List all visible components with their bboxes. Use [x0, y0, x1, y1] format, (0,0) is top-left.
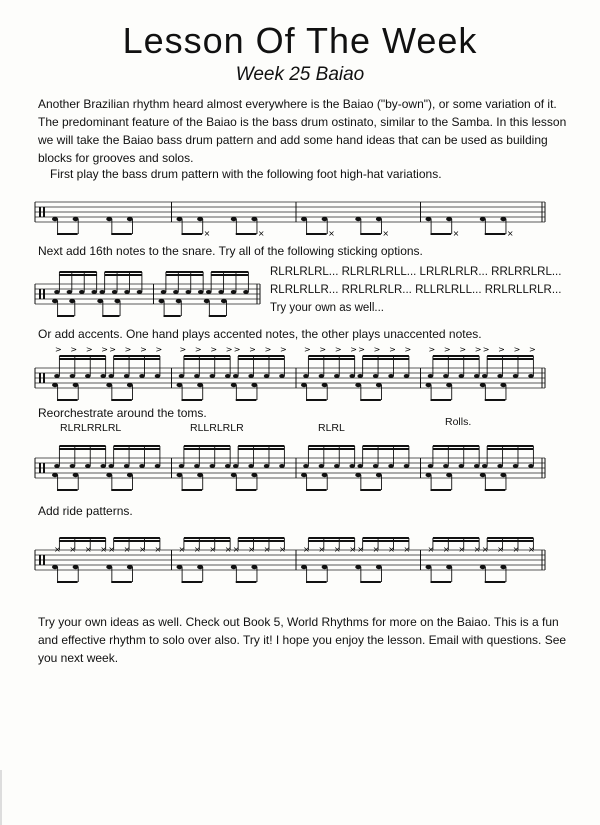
foot-hihat-x: ×: [203, 229, 211, 238]
foot-hihat-x: ×: [452, 229, 460, 238]
bass-drum-note: [355, 217, 361, 221]
ride-x-note: ×: [123, 545, 131, 554]
ride-x-note: ×: [303, 545, 310, 554]
bass-drum-note: [480, 473, 486, 477]
notation-staff-ride: [35, 516, 555, 594]
ride-x-note: ×: [69, 545, 77, 554]
section-heading-snare-16ths: Next add 16th notes to the snare. Try all of the following sticking options.: [38, 244, 423, 258]
bass-drum-note: [197, 473, 203, 477]
bass-drum-note: [426, 473, 432, 477]
ride-x-note: ×: [442, 545, 450, 554]
accent-mark: >: [304, 345, 311, 354]
bass-drum-note: [52, 565, 58, 569]
accent-mark: >: [428, 345, 436, 354]
bass-drum-note: [376, 383, 382, 387]
ride-x-note: ×: [279, 545, 286, 554]
bass-drum-note: [73, 473, 79, 477]
sticking-options-row-1: RLRLRLRL... RLRLRLRLL... LRLRLRLR... RRLRRLRL...: [270, 266, 562, 278]
accent-mark: >: [513, 345, 521, 354]
percussion-clef: [43, 289, 45, 299]
bass-drum-note: [52, 383, 58, 387]
foot-hihat-x: ×: [328, 229, 335, 238]
accent-mark: >: [498, 345, 505, 354]
ride-x-note: ×: [248, 545, 255, 554]
bass-drum-note: [127, 383, 133, 387]
accent-mark: >: [334, 345, 342, 354]
accent-mark: >: [350, 345, 357, 354]
percussion-clef: [43, 463, 45, 473]
accent-mark: >: [55, 345, 62, 354]
bass-drum-note: [197, 383, 203, 387]
accent-mark: >: [474, 345, 482, 354]
closing-paragraph: Try your own ideas as well. Check out Book 5, World Rhythms for more on the Baiao. This is a fun and effective rhythm to solo over also. Try it! I hope you enjoy the lesson. Email with questions. See you next week.: [38, 615, 567, 665]
bass-drum-note: [177, 383, 183, 387]
intro-paragraph: Another Brazilian rhythm heard almost everywhere is the Baiao ("by-own"), or some variation of it. The predominant feature of the Baiao is the bass drum ostinato, similar to the Samba. In this lesson we will take the Baiao bass drum pattern and add some hand ideas that can be used as building blocks for grooves and solos.: [38, 97, 567, 165]
bass-drum-note: [177, 217, 183, 221]
bass-drum-note: [127, 217, 133, 221]
bass-drum-note: [446, 565, 452, 569]
ride-x-note: ×: [388, 545, 395, 554]
accent-mark: >: [358, 345, 365, 354]
bass-drum-note: [426, 383, 432, 387]
bass-drum-note: [301, 383, 307, 387]
accent-mark: >: [109, 345, 116, 354]
percussion-clef: [39, 289, 41, 299]
ride-x-note: ×: [224, 545, 232, 554]
bass-drum-note: [355, 383, 361, 387]
ride-x-note: ×: [481, 545, 489, 554]
bass-drum-note: [97, 299, 103, 303]
ride-x-note: ×: [473, 545, 481, 554]
bass-drum-note: [106, 473, 112, 477]
bass-drum-note: [221, 299, 227, 303]
bass-drum-note: [251, 217, 257, 221]
bass-drum-note: [376, 565, 382, 569]
bass-drum-note: [322, 565, 328, 569]
bass-drum-note: [446, 383, 452, 387]
ride-x-note: ×: [154, 545, 162, 554]
ride-x-note: ×: [100, 545, 107, 554]
ride-x-note: ×: [84, 545, 92, 554]
page-subtitle: Week 25 Baiao: [235, 64, 365, 85]
percussion-clef: [39, 463, 41, 473]
bass-drum-note: [301, 565, 307, 569]
notation-staff-snare-16ths: [35, 262, 265, 314]
section-heading-accents: Or add accents. One hand plays accented notes, the other plays unaccented notes.: [38, 327, 482, 341]
percussion-clef: [43, 555, 45, 565]
bass-drum-note: [231, 217, 237, 221]
bass-drum-note: [106, 383, 112, 387]
accent-mark: >: [140, 345, 147, 354]
accent-mark: >: [373, 345, 381, 354]
ride-x-note: ×: [427, 545, 435, 554]
bass-drum-note: [251, 473, 257, 477]
bass-drum-note: [446, 217, 452, 221]
bass-drum-note: [204, 299, 210, 303]
accent-mark: >: [529, 345, 536, 354]
bass-drum-note: [127, 473, 133, 477]
bass-drum-note: [301, 473, 307, 477]
scan-edge-mark: [0, 770, 2, 825]
accent-mark: >: [459, 345, 467, 354]
tom-sticking-3: RLRL: [318, 422, 345, 434]
percussion-clef: [39, 555, 41, 565]
percussion-clef: [43, 207, 45, 217]
accent-mark: >: [101, 345, 108, 354]
bass-drum-note: [73, 383, 79, 387]
accent-mark: >: [389, 345, 396, 354]
percussion-clef: [43, 373, 45, 383]
accent-mark: >: [233, 345, 241, 354]
bass-drum-note: [355, 565, 361, 569]
section-heading-ride: Add ride patterns.: [38, 504, 133, 518]
rolls-label: Rolls.: [445, 416, 472, 428]
page-title: Lesson Of The Week: [122, 20, 478, 61]
accent-mark: >: [249, 345, 256, 354]
bass-drum-note: [500, 565, 506, 569]
bass-drum-note: [500, 217, 506, 221]
ride-x-note: ×: [193, 545, 201, 554]
bass-drum-note: [69, 299, 75, 303]
ride-x-note: ×: [349, 545, 356, 554]
accent-mark: >: [179, 345, 187, 354]
ride-x-note: ×: [528, 545, 535, 554]
bass-drum-note: [500, 473, 506, 477]
bass-drum-note: [480, 383, 486, 387]
bass-drum-note: [480, 217, 486, 221]
ride-x-note: ×: [54, 545, 61, 554]
bass-drum-note: [106, 565, 112, 569]
bass-drum-note: [301, 217, 307, 221]
bass-drum-note: [322, 473, 328, 477]
foot-hihat-x: ×: [506, 229, 514, 238]
bass-drum-note: [426, 565, 432, 569]
bass-drum-note: [251, 565, 257, 569]
accent-mark: >: [404, 345, 412, 354]
tom-sticking-1: RLRLRRLRL: [60, 422, 122, 434]
accent-mark: >: [280, 345, 287, 354]
section-heading-toms: Reorchestrate around the toms.: [38, 406, 207, 420]
notation-staff-bass-drum: [35, 182, 555, 240]
accent-mark: >: [319, 345, 327, 354]
bass-drum-note: [114, 299, 120, 303]
bass-drum-note: [231, 383, 237, 387]
ride-x-note: ×: [512, 545, 520, 554]
bass-drum-note: [322, 217, 328, 221]
bass-drum-note: [426, 217, 432, 221]
sticking-options-row-2: RLRLRLLR... RRLRLRLR... RLLRLRLL... RRLRLLRLR...: [270, 284, 562, 296]
ride-x-note: ×: [458, 545, 466, 554]
ride-x-note: ×: [108, 545, 115, 554]
bass-drum-note: [127, 565, 133, 569]
bass-drum-note: [52, 217, 58, 221]
bass-drum-note: [159, 299, 165, 303]
bass-drum-note: [322, 383, 328, 387]
bass-drum-note: [231, 565, 237, 569]
bass-drum-note: [176, 299, 182, 303]
ride-x-note: ×: [372, 545, 380, 554]
ride-x-note: ×: [357, 545, 364, 554]
bass-drum-note: [177, 565, 183, 569]
accent-mark: >: [85, 345, 93, 354]
bass-drum-note: [251, 383, 257, 387]
ride-x-note: ×: [497, 545, 504, 554]
section-heading-foot-hihat: First play the bass drum pattern with the following foot high-hat variations.: [50, 167, 442, 181]
bass-drum-note: [480, 565, 486, 569]
bass-drum-note: [73, 565, 79, 569]
bass-drum-note: [106, 217, 112, 221]
notation-staff-toms: [35, 432, 555, 502]
accent-mark: >: [482, 345, 490, 354]
bass-drum-note: [376, 473, 382, 477]
accent-mark: >: [264, 345, 272, 354]
ride-x-note: ×: [232, 545, 240, 554]
accent-mark: >: [210, 345, 218, 354]
ride-x-note: ×: [318, 545, 326, 554]
accent-mark: >: [443, 345, 451, 354]
accent-mark: >: [155, 345, 163, 354]
ride-x-note: ×: [209, 545, 217, 554]
bass-drum-note: [376, 217, 382, 221]
accent-mark: >: [124, 345, 132, 354]
tom-sticking-2: RLLRLRLR: [190, 422, 244, 434]
bass-drum-note: [446, 473, 452, 477]
foot-hihat-x: ×: [257, 229, 265, 238]
bass-drum-note: [52, 299, 58, 303]
accent-mark: >: [70, 345, 78, 354]
bass-drum-note: [73, 217, 79, 221]
try-your-own-note: Try your own as well...: [270, 302, 384, 314]
ride-x-note: ×: [139, 545, 146, 554]
notation-staff-accents: [35, 344, 555, 404]
accent-mark: >: [194, 345, 202, 354]
foot-hihat-x: ×: [382, 229, 390, 238]
percussion-clef: [39, 207, 41, 217]
percussion-clef: [39, 373, 41, 383]
accent-mark: >: [225, 345, 233, 354]
ride-x-note: ×: [178, 545, 186, 554]
bass-drum-note: [500, 383, 506, 387]
bass-drum-note: [197, 565, 203, 569]
ride-x-note: ×: [403, 545, 411, 554]
bass-drum-note: [355, 473, 361, 477]
ride-x-note: ×: [263, 545, 271, 554]
bass-drum-note: [231, 473, 237, 477]
bass-drum-note: [52, 473, 58, 477]
bass-drum-note: [197, 217, 203, 221]
bass-drum-note: [177, 473, 183, 477]
ride-x-note: ×: [333, 545, 341, 554]
